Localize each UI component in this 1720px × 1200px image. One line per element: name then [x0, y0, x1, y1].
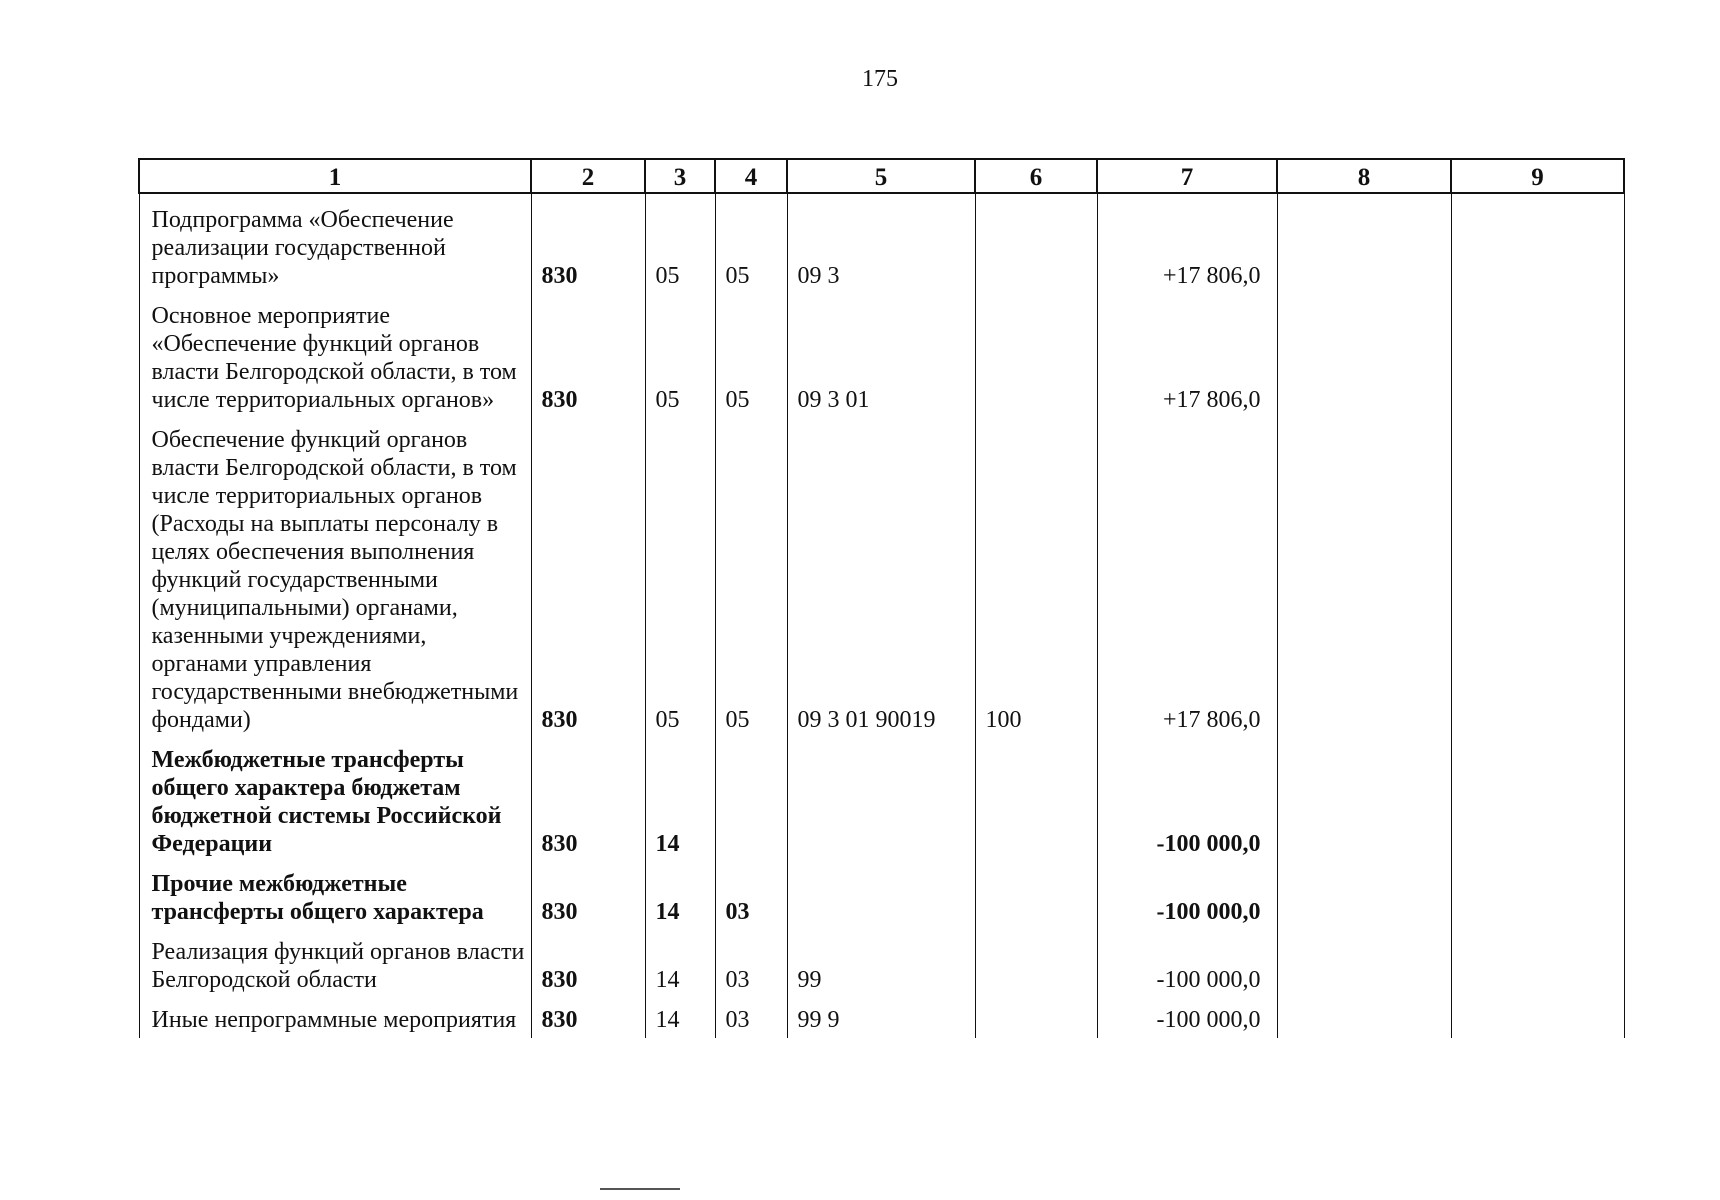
expense-type-cell	[975, 998, 1097, 1038]
amount-cell-9	[1451, 930, 1624, 998]
amount-cell-7: +17 806,0	[1097, 294, 1277, 418]
table-row	[139, 294, 1624, 418]
scan-artifact-line	[600, 1188, 680, 1190]
table-body	[139, 193, 1624, 1038]
column-header-4: 4	[715, 159, 787, 193]
subsection-code-cell: 05	[715, 418, 787, 738]
subsection-code-cell	[715, 738, 787, 862]
amount-cell-8	[1277, 862, 1451, 930]
expense-type-cell	[975, 862, 1097, 930]
subsection-code-cell: 05	[715, 193, 787, 294]
row-name-cell: Основное мероприятие «Обеспечение функций органов власти Белгородской области, в том числе территориальных органов»	[139, 294, 531, 418]
section-code-cell: 05	[645, 418, 715, 738]
amount-cell-9	[1451, 998, 1624, 1038]
section-code-cell: 14	[645, 738, 715, 862]
amount-cell-8	[1277, 738, 1451, 862]
expense-type-cell	[975, 930, 1097, 998]
page-number: 175	[862, 66, 898, 92]
column-header-9: 9	[1451, 159, 1624, 193]
row-name-cell: Прочие межбюджетные трансферты общего характера	[139, 862, 531, 930]
amount-cell-7: -100 000,0	[1097, 862, 1277, 930]
grbs-code-cell: 830	[531, 930, 645, 998]
section-code-cell: 05	[645, 294, 715, 418]
target-article-cell: 09 3	[787, 193, 975, 294]
amount-cell-7: +17 806,0	[1097, 193, 1277, 294]
table-row	[139, 738, 1624, 862]
target-article-cell: 99 9	[787, 998, 975, 1038]
subsection-code-cell: 05	[715, 294, 787, 418]
section-code-cell: 14	[645, 862, 715, 930]
expense-type-cell: 100	[975, 418, 1097, 738]
section-code-cell: 14	[645, 998, 715, 1038]
row-name-cell: Реализация функций органов власти Белгородской области	[139, 930, 531, 998]
expense-type-cell	[975, 294, 1097, 418]
column-header-7: 7	[1097, 159, 1277, 193]
column-header-3: 3	[645, 159, 715, 193]
amount-cell-9	[1451, 862, 1624, 930]
table-header	[139, 159, 1624, 193]
subsection-code-cell: 03	[715, 998, 787, 1038]
amount-cell-7: -100 000,0	[1097, 738, 1277, 862]
amount-cell-9	[1451, 193, 1624, 294]
grbs-code-cell: 830	[531, 418, 645, 738]
grbs-code-cell: 830	[531, 193, 645, 294]
grbs-code-cell: 830	[531, 862, 645, 930]
target-article-cell	[787, 738, 975, 862]
table-row	[139, 193, 1624, 294]
grbs-code-cell: 830	[531, 294, 645, 418]
table-row	[139, 998, 1624, 1038]
budget-table	[138, 158, 1625, 1038]
row-name-cell: Подпрограмма «Обеспечение реализации государственной программы»	[139, 193, 531, 294]
section-code-cell: 14	[645, 930, 715, 998]
table-row	[139, 930, 1624, 998]
table-row	[139, 862, 1624, 930]
column-header-2: 2	[531, 159, 645, 193]
row-name-cell: Межбюджетные трансферты общего характера бюджетам бюджетной системы Российской Федерации	[139, 738, 531, 862]
subsection-code-cell: 03	[715, 930, 787, 998]
column-header-6: 6	[975, 159, 1097, 193]
target-article-cell: 99	[787, 930, 975, 998]
amount-cell-7: -100 000,0	[1097, 998, 1277, 1038]
amount-cell-9	[1451, 738, 1624, 862]
row-name-cell: Иные непрограммные мероприятия	[139, 998, 531, 1038]
target-article-cell: 09 3 01	[787, 294, 975, 418]
amount-cell-8	[1277, 998, 1451, 1038]
amount-cell-9	[1451, 418, 1624, 738]
amount-cell-8	[1277, 294, 1451, 418]
row-name-cell: Обеспечение функций органов власти Белгородской области, в том числе территориальных органов (Расходы на выплаты персоналу в целях обеспечения выполнения функций государственными (муниципальными) органами, казенными учреждениями, органами управления государственными внебюджетными фондами)	[139, 418, 531, 738]
column-header-8: 8	[1277, 159, 1451, 193]
amount-cell-8	[1277, 930, 1451, 998]
amount-cell-8	[1277, 193, 1451, 294]
amount-cell-8	[1277, 418, 1451, 738]
expense-type-cell	[975, 738, 1097, 862]
header-row	[139, 159, 1624, 193]
subsection-code-cell: 03	[715, 862, 787, 930]
section-code-cell: 05	[645, 193, 715, 294]
table-row	[139, 418, 1624, 738]
column-header-1: 1	[139, 159, 531, 193]
amount-cell-9	[1451, 294, 1624, 418]
target-article-cell	[787, 862, 975, 930]
expense-type-cell	[975, 193, 1097, 294]
target-article-cell: 09 3 01 90019	[787, 418, 975, 738]
amount-cell-7: -100 000,0	[1097, 930, 1277, 998]
column-header-5: 5	[787, 159, 975, 193]
grbs-code-cell: 830	[531, 738, 645, 862]
amount-cell-7: +17 806,0	[1097, 418, 1277, 738]
grbs-code-cell: 830	[531, 998, 645, 1038]
